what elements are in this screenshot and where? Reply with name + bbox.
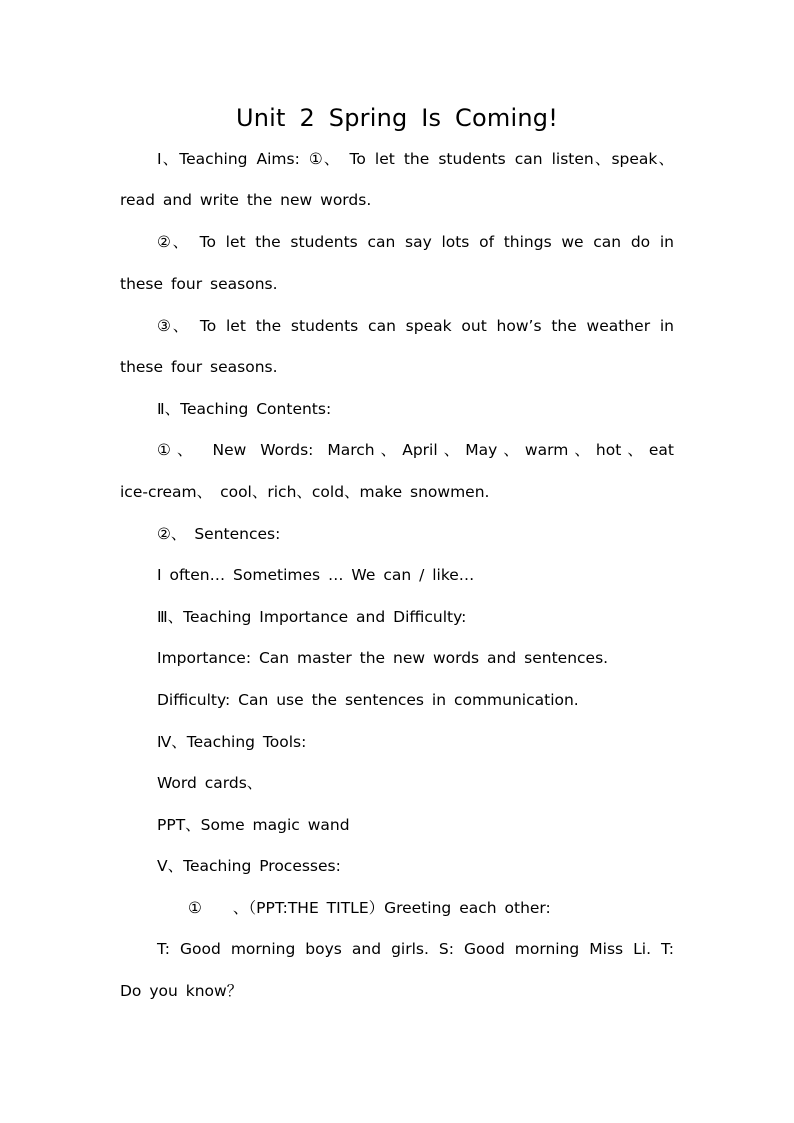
teaching-aims-line: Ⅰ、Teaching Aims: ①、 To let the students can listen、speak、: [157, 150, 674, 168]
section-heading-processes: Ⅴ、Teaching Processes:: [157, 857, 341, 875]
section-heading-tools: Ⅳ、Teaching Tools:: [157, 733, 307, 751]
sentences-line: ②、 Sentences:: [157, 525, 281, 543]
section-heading-contents: Ⅱ、Teaching Contents:: [157, 400, 332, 418]
sentence-pattern-line: I often… Sometimes … We can / like…: [157, 566, 475, 584]
aim-2-line: ②、 To let the students can say lots of things we can do in: [157, 233, 674, 251]
tools-line: Word cards、: [157, 774, 263, 792]
aim-3-line: ③、 To let the students can speak out how’s the weather in: [157, 317, 674, 335]
paragraph-line: Do you know？: [120, 982, 243, 1000]
document-title: Unit 2 Spring Is Coming!: [235, 104, 559, 132]
section-heading-importance: Ⅲ、Teaching Importance and Difficulty:: [157, 608, 467, 626]
process-step-line: ① 、（PPT:THE TITLE）Greeting each other:: [188, 899, 551, 917]
paragraph-line: read and write the new words.: [120, 191, 372, 209]
paragraph-line: these four seasons.: [120, 275, 278, 293]
paragraph-line: ice-cream、 cool、rich、cold、make snowmen.: [120, 483, 490, 501]
paragraph-line: these four seasons.: [120, 358, 278, 376]
new-words-line: ①、 New Words: March、April、May、warm、hot、eat: [157, 441, 674, 459]
dialogue-line: T: Good morning boys and girls. S: Good morning Miss Li. T:: [157, 940, 674, 958]
difficulty-line: Difficulty: Can use the sentences in communication.: [157, 691, 579, 709]
importance-line: Importance: Can master the new words and sentences.: [157, 649, 609, 667]
tools-line: PPT、Some magic wand: [157, 816, 350, 834]
